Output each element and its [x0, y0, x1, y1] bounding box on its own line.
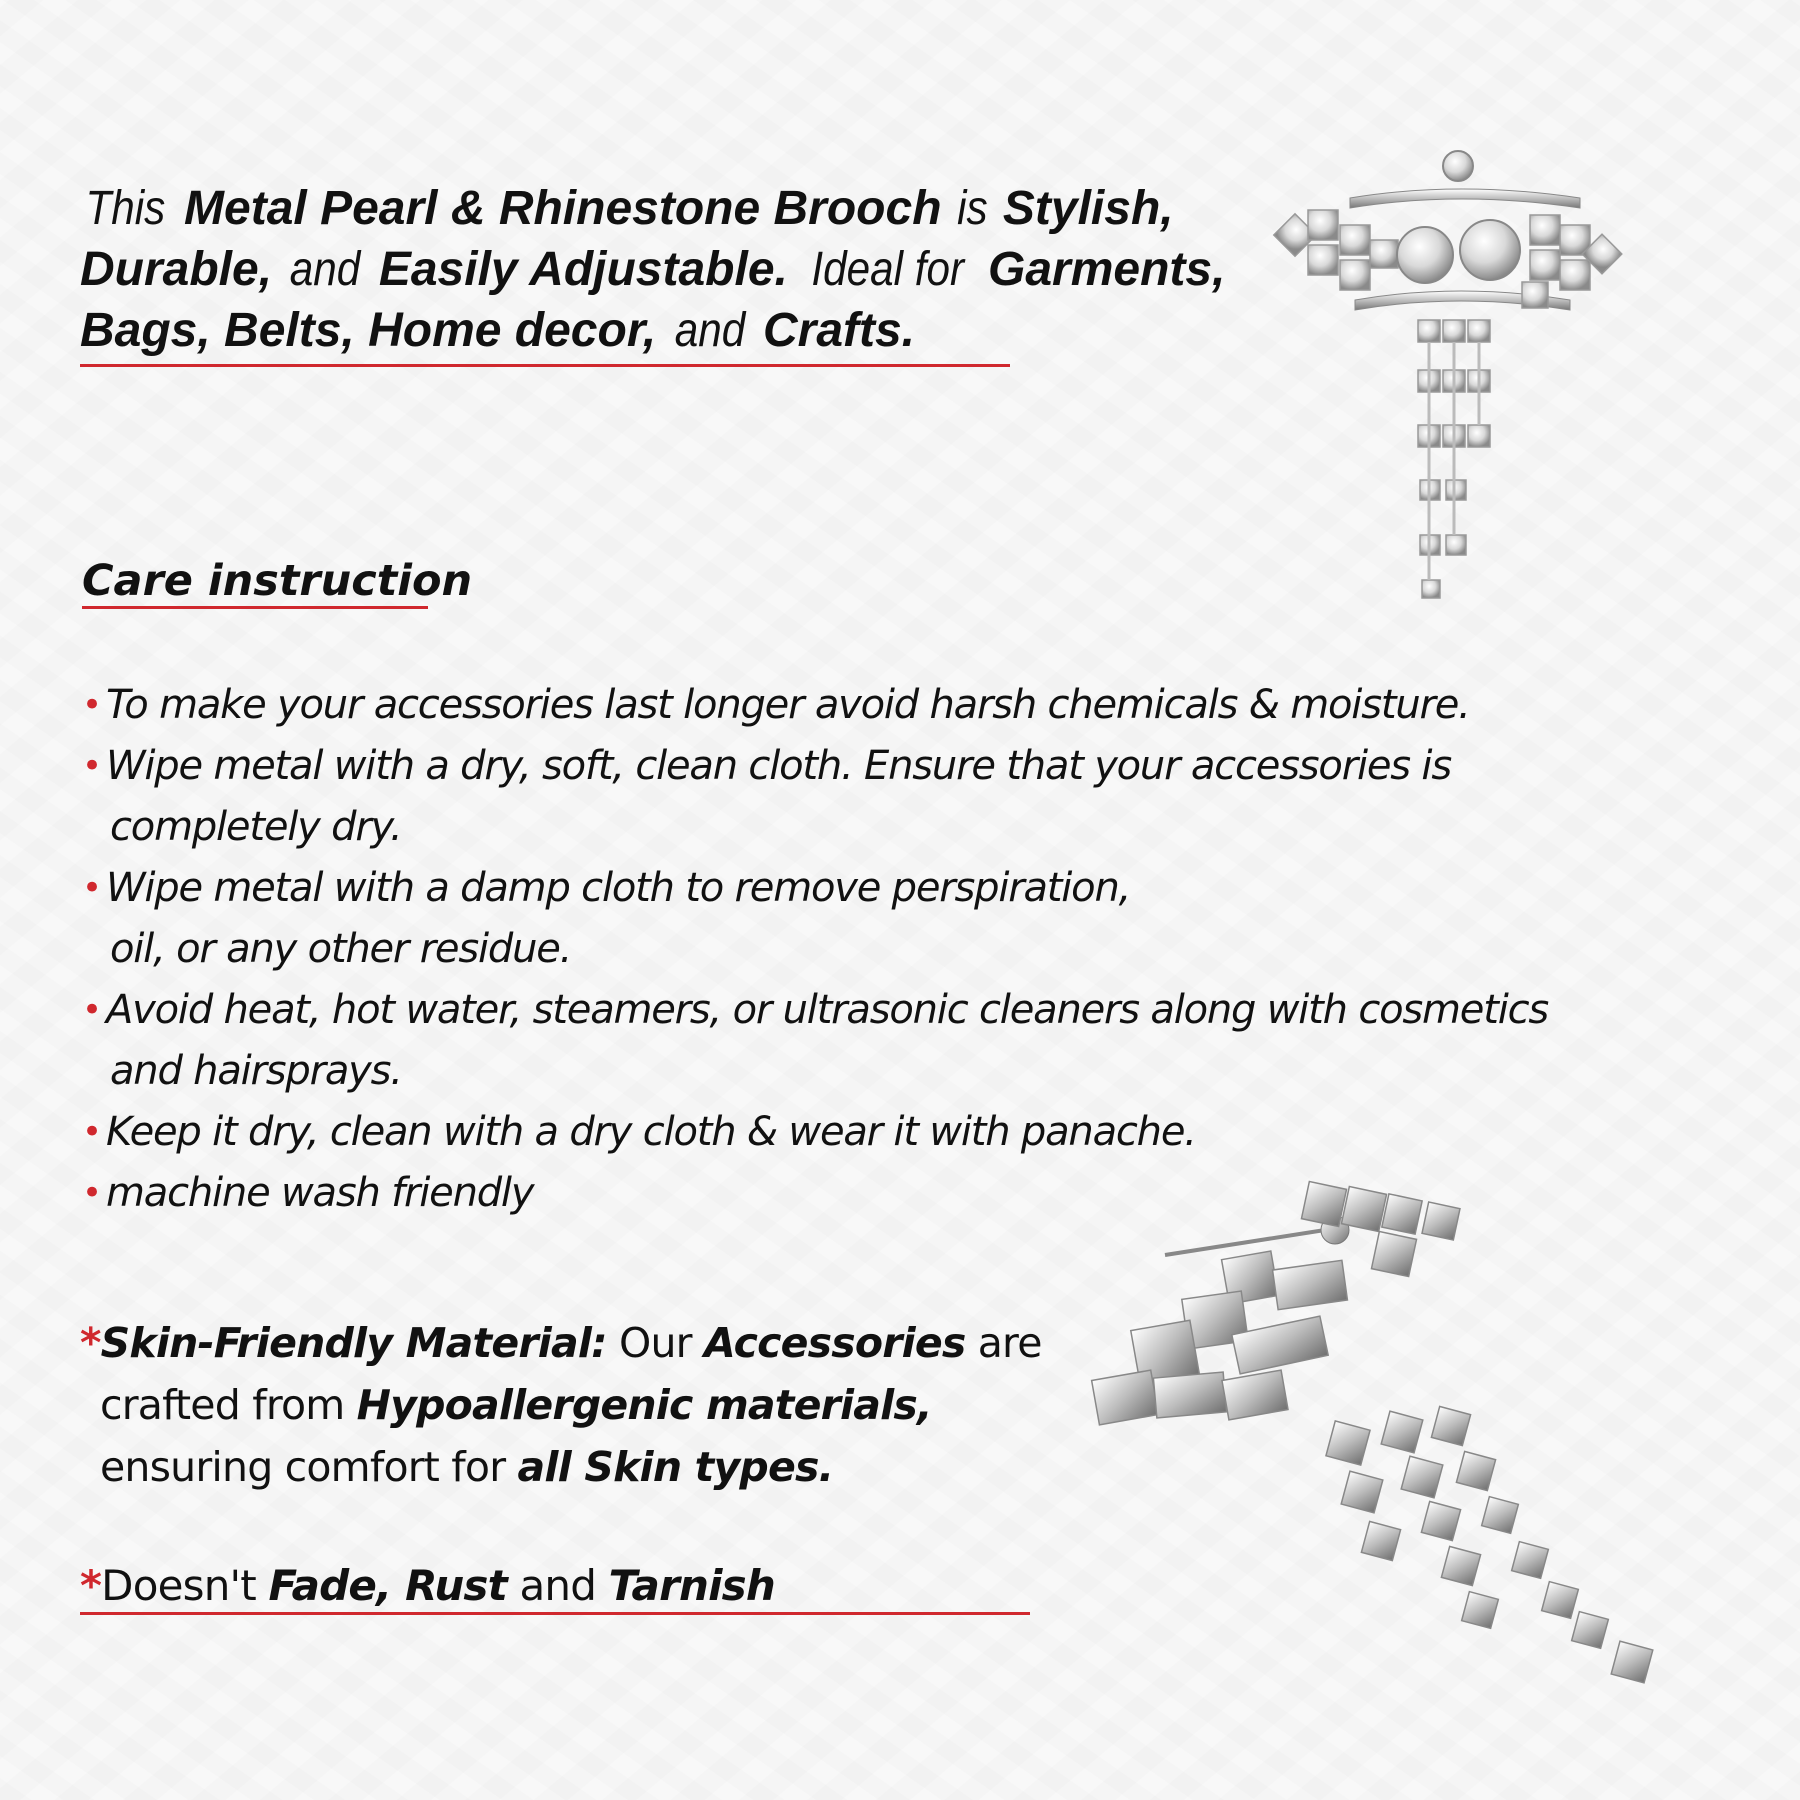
skin-crafted-from: crafted from [100, 1381, 345, 1429]
brooch-back-image [1075, 1175, 1715, 1735]
care-item-text-continued: oil, or any other residue. [110, 926, 572, 972]
care-item-text: Wipe metal with a damp cloth to remove perspiration, [106, 865, 1131, 911]
intro-text [80, 178, 1260, 361]
care-item-text-continued: completely dry. [110, 804, 402, 850]
brooch-front-image [1260, 150, 1640, 620]
skin-ensuring: ensuring comfort for [100, 1443, 506, 1491]
care-item-text: Avoid heat, hot water, steamers, or ultrasonic cleaners along with cosmetics [106, 987, 1549, 1033]
care-list [80, 675, 1640, 1224]
intro-this: This [85, 182, 166, 235]
skin-our: Our [618, 1319, 692, 1367]
care-item [80, 736, 1640, 858]
fade-doesnt: Doesn't [101, 1561, 256, 1610]
care-item-text-continued: and hairsprays. [110, 1048, 402, 1094]
care-item [80, 675, 1640, 736]
bullet-icon: • [82, 1112, 101, 1152]
fade-rust: Fade, Rust [268, 1561, 507, 1610]
feature-stylish: Stylish, [1002, 182, 1174, 235]
care-heading [82, 553, 472, 609]
care-item [80, 980, 1640, 1102]
fade-and: and [519, 1561, 597, 1610]
bullet-icon: • [82, 685, 101, 725]
intro-ideal-for: Ideal for [811, 243, 965, 296]
asterisk-icon: * [80, 1319, 101, 1367]
bullet-icon: • [82, 746, 101, 786]
skin-line-2 [80, 1374, 1060, 1436]
intro-underline [80, 364, 1010, 367]
care-item-text: To make your accessories last longer avoid harsh chemicals & moisture. [106, 682, 1470, 728]
care-item-text: machine wash friendly [106, 1170, 534, 1216]
intro-and-1: and [290, 243, 361, 296]
use-crafts: Crafts. [762, 304, 916, 357]
feature-adjustable: Easily Adjustable. [378, 243, 788, 296]
bullet-icon: • [82, 868, 101, 908]
skin-friendly-note [80, 1312, 1060, 1498]
care-heading-underline [82, 606, 428, 609]
intro-and-2: and [674, 304, 745, 357]
care-heading-text: Care instruction [82, 556, 473, 606]
product-name: Metal Pearl & Rhinestone Brooch [184, 182, 942, 235]
feature-durable: Durable, [80, 243, 273, 296]
fade-tarnish: Tarnish [608, 1561, 775, 1610]
skin-line-3 [80, 1436, 1060, 1498]
care-item-text: Wipe metal with a dry, soft, clean cloth. Ensure that your accessories is [106, 743, 1451, 789]
intro-is: is [956, 182, 988, 235]
care-item-text: Keep it dry, clean with a dry cloth & wear it with panache. [106, 1109, 1196, 1155]
bullet-icon: • [82, 990, 101, 1030]
care-item [80, 858, 1640, 980]
bullet-icon: • [82, 1173, 101, 1213]
skin-title: Skin-Friendly Material: [100, 1319, 607, 1367]
use-bags-belts-home: Bags, Belts, Home decor, [80, 304, 657, 357]
skin-are: are [977, 1319, 1042, 1367]
use-garments: Garments, [987, 243, 1226, 296]
skin-all-types: all Skin types. [517, 1443, 834, 1491]
no-fade-note [80, 1555, 775, 1617]
skin-accessories: Accessories [703, 1319, 966, 1367]
care-item [80, 1102, 1640, 1163]
asterisk-icon: * [80, 1561, 102, 1610]
skin-hypo: Hypoallergenic materials, [356, 1381, 932, 1429]
fade-underline [80, 1612, 1030, 1615]
